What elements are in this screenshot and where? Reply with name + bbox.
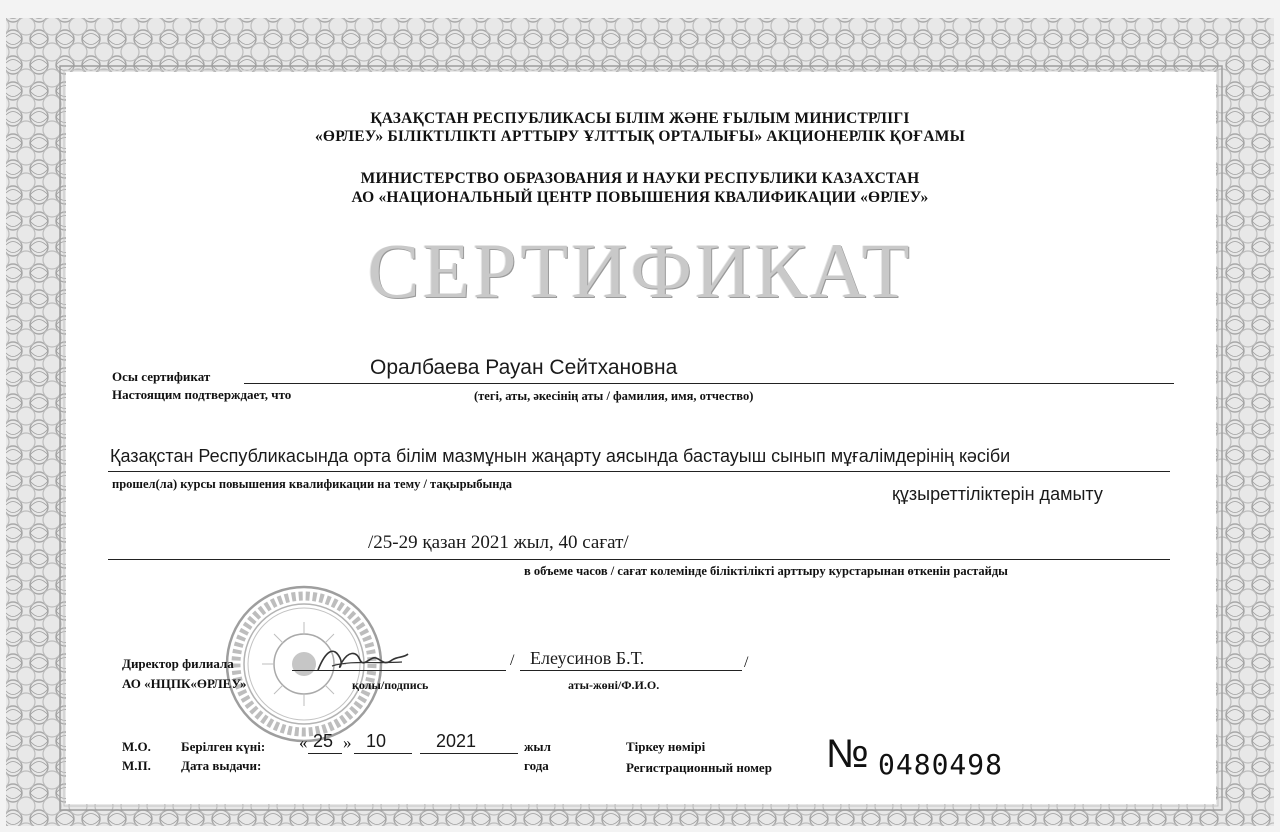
course-period: /25-29 қазан 2021 жыл, 40 сағат/ — [368, 532, 629, 553]
stamp-place-ru: М.П. — [122, 758, 151, 773]
date-quote-close: » — [343, 733, 352, 752]
year-underline — [420, 753, 518, 754]
header-ru-line-2: АО «НАЦИОНАЛЬНЫЙ ЦЕНТР ПОВЫШЕНИЯ КВАЛИФИКАЦИИ «ӨРЛЕУ» — [351, 189, 929, 206]
issue-day: 25 — [313, 731, 334, 751]
year-label-kz: жыл — [524, 739, 551, 754]
name-signer-underline — [520, 670, 742, 671]
signer-name-label: аты-жөні/Ф.И.О. — [568, 678, 660, 692]
signature-label: қолы/подпись — [352, 678, 429, 692]
registration-label-kz: Тіркеу нөмірі — [626, 739, 706, 754]
date-quote-open: « — [299, 733, 308, 752]
header-kz-line-2: «ӨРЛЕУ» БІЛІКТІЛІКТІ АРТТЫРУ ҰЛТТЫҚ ОРТАЛЫҒЫ» АКЦИОНЕРЛІК ҚОҒАМЫ — [314, 128, 966, 145]
signature-separator-1: / — [510, 652, 515, 669]
name-underline — [244, 383, 1174, 384]
issue-month: 10 — [366, 731, 387, 751]
year-label-ru: года — [524, 758, 549, 773]
course-topic-line-1: Қазақстан Республикасында орта білім мазмұнын жаңарту аясында бастауыш сынып мұғалімдерінің кәсіби — [110, 446, 1011, 466]
issue-year: 2021 — [436, 731, 477, 751]
certificate-title: СЕРТИФИКАТ — [367, 227, 913, 314]
registration-label-ru: Регистрационный номер — [626, 760, 772, 775]
recipient-label-ru: Настоящим подтверждает, что — [112, 387, 292, 402]
month-underline — [354, 753, 412, 754]
course-topic-line-2: құзыреттіліктерін дамыту — [892, 484, 1103, 504]
recipient-hint: (тегі, аты, әкесінің аты / фамилия, имя, отчество) — [474, 389, 754, 403]
signer-name: Елеусинов Б.Т. — [530, 648, 645, 668]
registration-number-sign: № — [826, 732, 869, 776]
recipient-name: Оралбаева Рауан Сейтхановна — [370, 356, 678, 379]
signer-role-line-1: Директор филиала — [122, 656, 234, 671]
signature-separator-2: / — [744, 654, 749, 671]
header-kz-line-1: ҚАЗАҚСТАН РЕСПУБЛИКАСЫ БІЛІМ ЖӘНЕ ҒЫЛЫМ МИНИСТРЛІГІ — [370, 110, 910, 127]
stamp-place-kz: М.О. — [122, 739, 151, 754]
recipient-label-kz: Осы сертификат — [112, 369, 211, 384]
header-ru-line-1: МИНИСТЕРСТВО ОБРАЗОВАНИЯ И НАУКИ РЕСПУБЛИКИ КАЗАХСТАН — [360, 170, 920, 187]
course-topic-label: прошел(ла) курсы повышения квалификации на тему / тақырыбында — [112, 477, 513, 491]
issue-date-label-ru: Дата выдачи: — [181, 758, 262, 773]
issue-date-label-kz: Берілген күні: — [181, 739, 266, 754]
period-underline — [108, 559, 1170, 560]
course-hours-label: в объеме часов / сағат колемінде біліктілікті арттыру курстарынан өткенін растайды — [524, 564, 1008, 578]
handwritten-signature — [312, 640, 412, 680]
signer-role-line-2: АО «НЦПК«ӨРЛЕУ» — [122, 676, 247, 691]
day-underline — [308, 753, 342, 754]
topic-underline — [108, 471, 1170, 472]
registration-number: 0480498 — [878, 748, 1004, 781]
